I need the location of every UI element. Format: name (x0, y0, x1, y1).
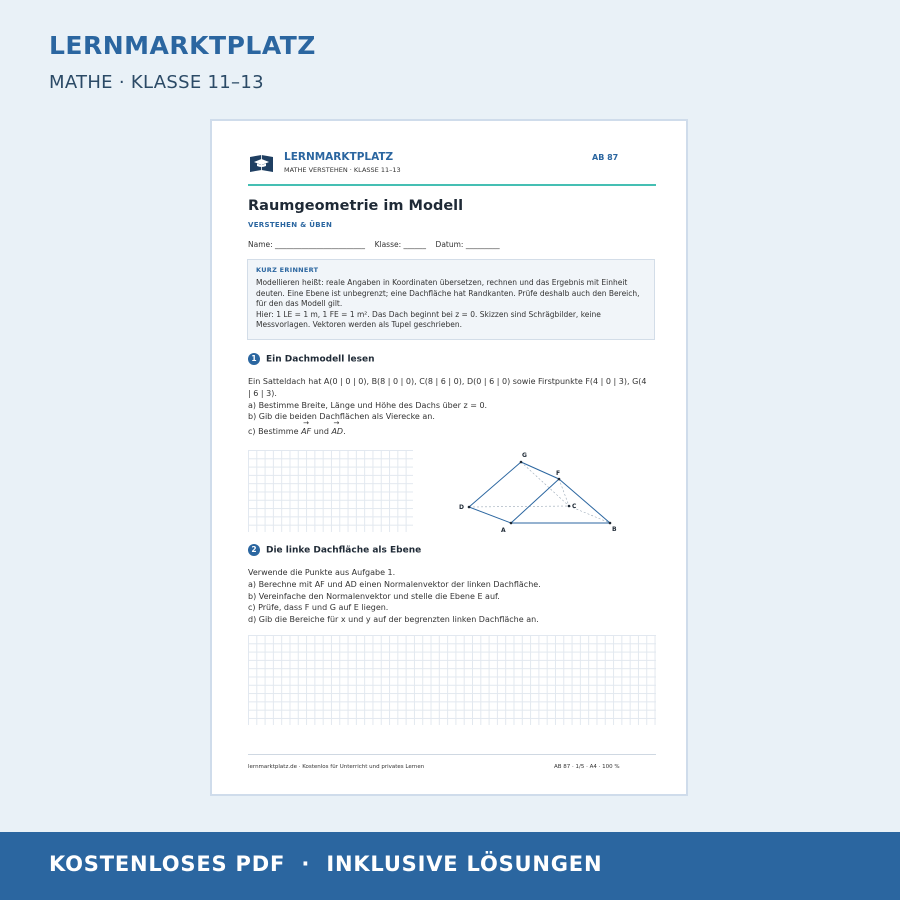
task-number-badge: 2 (248, 544, 260, 556)
page-subject: MATHE · KLASSE 11–13 (49, 72, 264, 93)
footer-left: lernmarktplatz.de · Kostenlos für Unterricht und privates Lernen (248, 764, 425, 770)
footer-divider (248, 754, 656, 755)
reminder-line: deuten. Eine Ebene ist unbegrenzt; eine Dachfläche hat Randkanten. Prüfe deshalb auch den Bereich, (256, 288, 640, 298)
task-line: c) Prüfe, dass F und G auf E liegen. (248, 603, 389, 613)
vector-ad: → AD (331, 423, 343, 438)
task-line: | 6 | 3). (248, 388, 277, 398)
footer-right: AB 87 · 1/5 · A4 · 100 % (554, 764, 620, 770)
vector-af: → AF (301, 423, 311, 438)
reminder-line: Hier: 1 LE = 1 m, 1 FE = 1 m². Das Dach beginnt bei z = 0. Skizzen sind Schrägbilder, keine (256, 309, 601, 319)
reminder-line: Messvorlagen. Vektoren werden als Tupel geschrieben. (256, 320, 462, 329)
task-c-suffix: . (343, 427, 346, 437)
hidden-edges (469, 462, 610, 523)
task-line-c (248, 423, 660, 438)
reminder-line: Modellieren heißt: reale Angaben in Koordinaten übersetzen, rechnen und das Ergebnis mit Einheit (256, 278, 628, 287)
task-c-prefix: c) Bestimme (248, 427, 299, 437)
worksheet-preview (210, 119, 688, 796)
header-divider (248, 184, 656, 186)
task-2-text (248, 567, 660, 626)
page-brand: LERNMARKTPLATZ (49, 31, 316, 60)
task-heading-text: Die linke Dachfläche als Ebene (266, 545, 422, 556)
banner-text: KOSTENLOSES PDF · INKLUSIVE LÖSUNGEN (49, 852, 603, 876)
task-1-text (248, 376, 660, 438)
name-class-date-row: Name: ________________________ Klasse: ______ Datum: _________ (248, 240, 500, 249)
graduation-cap-book-icon (249, 152, 274, 174)
point-label-g: G (522, 452, 527, 459)
task-2-heading (248, 544, 421, 556)
visible-edges (469, 462, 610, 523)
roof-diagram (452, 446, 622, 536)
point-label-a: A (501, 527, 506, 534)
sheet-kicker: VERSTEHEN & ÜBEN (248, 221, 333, 229)
reminder-title: KURZ ERINNERT (256, 266, 319, 274)
answer-grid-1 (248, 450, 413, 532)
sheet-brand: LERNMARKTPLATZ (284, 151, 394, 163)
task-line: Ein Satteldach hat A(0 | 0 | 0), B(8 | 0 | 0), C(8 | 6 | 0), D(0 | 6 | 0) sowie Firstpunkte F(4 | 0 | 3), G(4 (248, 377, 647, 386)
promo-banner (0, 832, 900, 900)
task-line: b) Gib die beiden Dachflächen als Vierecke an. (248, 412, 435, 422)
task-number-badge: 1 (248, 353, 260, 365)
task-line: a) Berechne mit AF und AD einen Normalenvektor der linken Dachfläche. (248, 579, 541, 589)
sheet-title: Raumgeometrie im Modell (248, 198, 464, 214)
point-label-f: F (556, 470, 561, 477)
sheet-subline: MATHE VERSTEHEN · KLASSE 11–13 (284, 166, 401, 174)
sheet-code: AB 87 (592, 153, 619, 162)
reminder-line: für den das Modell gilt. (256, 299, 343, 308)
task-line: a) Bestimme Breite, Länge und Höhe des Dachs über z = 0. (248, 400, 488, 410)
task-line: d) Gib die Bereiche für x und y auf der begrenzten linken Dachfläche an. (248, 615, 539, 625)
task-heading-text: Ein Dachmodell lesen (266, 354, 375, 365)
point-label-c: C (572, 503, 577, 510)
point-label-d: D (459, 504, 464, 511)
task-line: b) Vereinfache den Normalenvektor und stelle die Ebene E auf. (248, 591, 500, 601)
task-c-and: und (313, 427, 329, 437)
reminder-box (247, 259, 655, 340)
task-1-heading (248, 353, 375, 365)
answer-grid-2 (248, 635, 656, 725)
task-line: Verwende die Punkte aus Aufgabe 1. (248, 568, 396, 577)
point-label-b: B (612, 526, 617, 533)
